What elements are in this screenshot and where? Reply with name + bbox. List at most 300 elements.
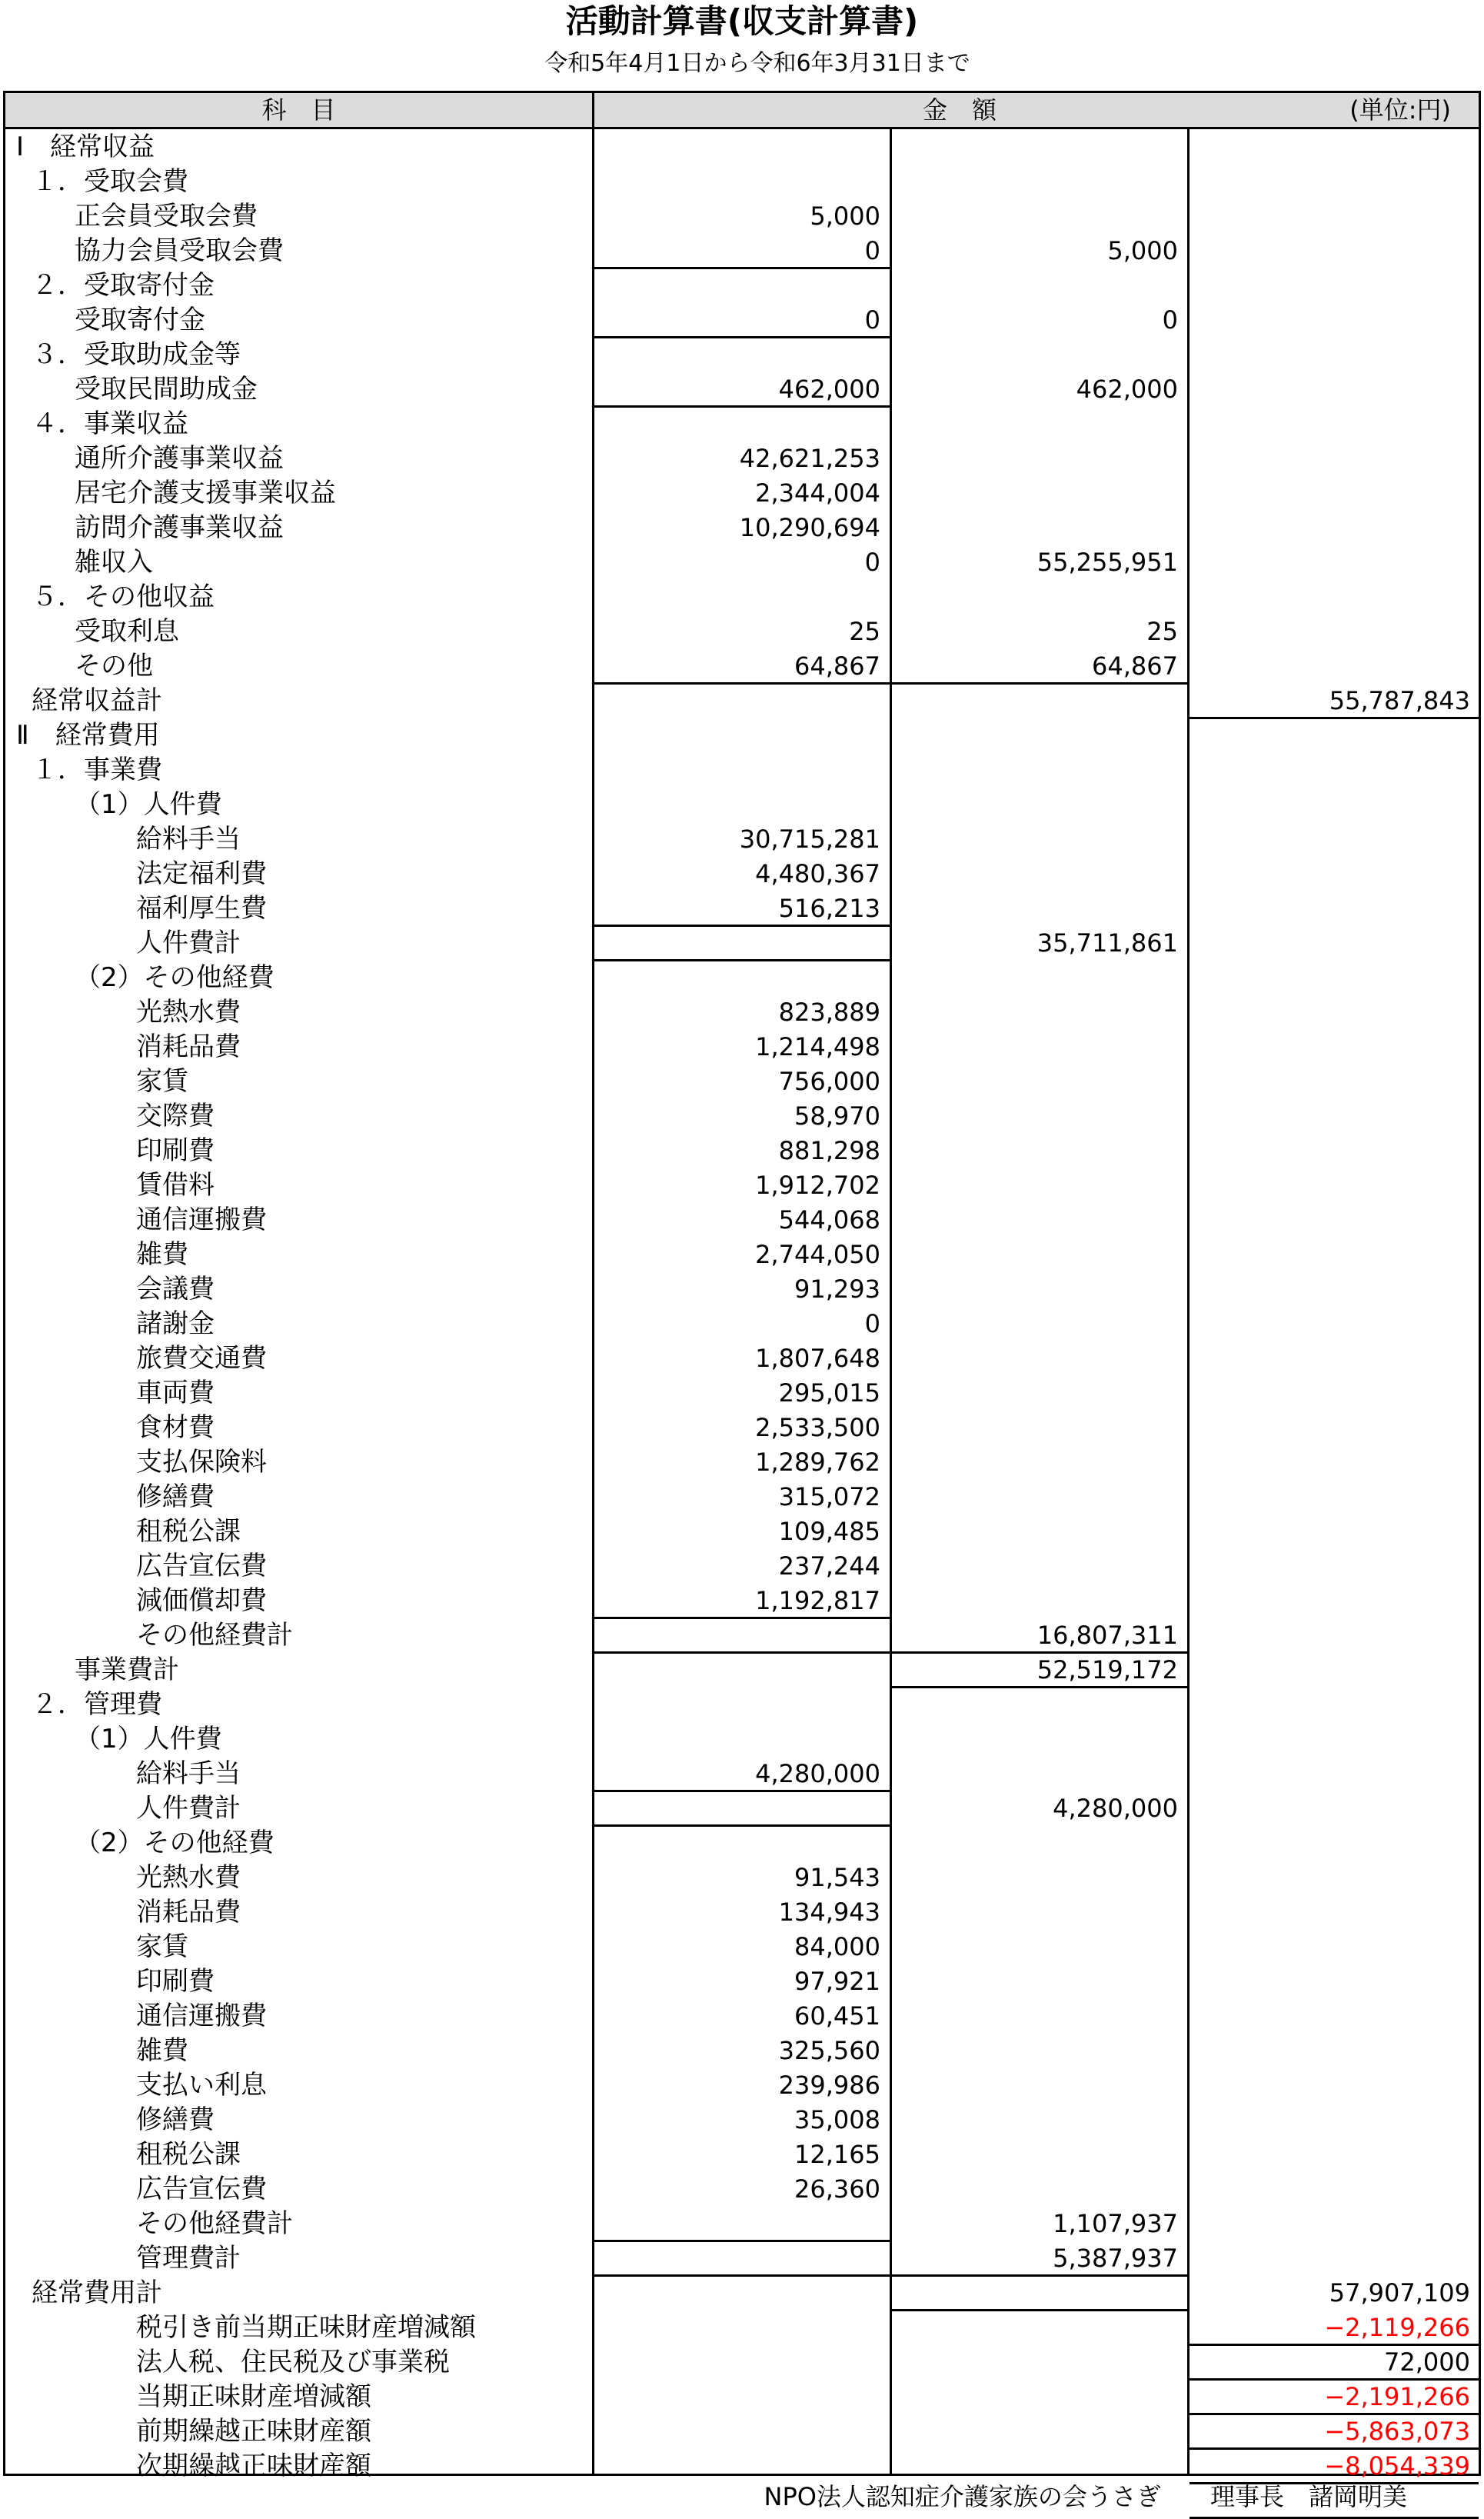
rule-line <box>594 959 890 961</box>
table-row <box>5 1029 1479 1064</box>
amount-cell <box>892 198 1184 233</box>
account-label: 給料手当 <box>136 824 241 855</box>
amount-cell: 5,000 <box>1107 236 1178 265</box>
table-row <box>5 1687 1479 1721</box>
amount-cell: −5,863,073 <box>1324 2417 1470 2446</box>
account-label: 家賃 <box>136 1931 188 1962</box>
table-row <box>5 2379 1479 2414</box>
amount-cell: 881,298 <box>778 1136 880 1165</box>
account-label: その他経費計 <box>136 2208 293 2239</box>
amount-cell <box>594 787 887 821</box>
rule-line <box>594 2240 890 2242</box>
amount-cell: 325,560 <box>778 2036 880 2065</box>
amount-cell <box>1190 268 1476 302</box>
rule-line <box>892 2309 1187 2311</box>
table-row <box>5 1237 1479 1271</box>
amount-cell: 823,889 <box>778 998 880 1027</box>
amount-cell: 544,068 <box>778 1205 880 1235</box>
amount-cell <box>892 1271 1184 1306</box>
amount-cell <box>1190 1064 1476 1098</box>
account-label: 管理費計 <box>136 2243 241 2274</box>
amount-cell: 55,787,843 <box>1329 686 1470 715</box>
table-row <box>5 1410 1479 1444</box>
amount-cell <box>892 510 1184 545</box>
amount-cell <box>1190 2033 1476 2068</box>
table-row <box>5 1064 1479 1098</box>
amount-cell <box>892 1479 1184 1514</box>
amount-cell <box>892 2448 1184 2483</box>
account-label: （1）人件費 <box>75 789 222 820</box>
amount-cell: 239,986 <box>778 2071 880 2100</box>
account-label: 訪問介護事業収益 <box>75 512 284 543</box>
amount-cell <box>892 2310 1184 2344</box>
amount-cell <box>892 1825 1184 1860</box>
amount-cell <box>892 2344 1184 2379</box>
account-label: 光熱水費 <box>136 997 241 1028</box>
amount-cell <box>1190 1271 1476 1306</box>
amount-cell: 55,255,951 <box>1036 548 1178 577</box>
account-label: 居宅介護支援事業収益 <box>75 478 336 508</box>
amount-cell: 64,867 <box>794 651 880 681</box>
amount-cell <box>892 787 1184 821</box>
amount-cell: 1,912,702 <box>755 1171 880 1200</box>
amount-cell <box>1190 925 1476 960</box>
account-label: 雑費 <box>136 1239 188 1270</box>
amount-cell <box>892 821 1184 856</box>
amount-cell: 756,000 <box>778 1067 880 1096</box>
amount-cell: 2,344,004 <box>755 478 880 508</box>
amount-cell <box>892 268 1184 302</box>
header-amount: 金 額 <box>923 95 997 125</box>
table-row <box>5 821 1479 856</box>
table-row <box>5 1860 1479 1894</box>
amount-cell <box>892 2033 1184 2068</box>
account-label: 正会員受取会費 <box>75 201 258 232</box>
amount-cell <box>594 2310 887 2344</box>
amount-cell <box>594 337 887 372</box>
amount-cell <box>594 2448 887 2483</box>
amount-cell: 42,621,253 <box>739 444 880 473</box>
table-row <box>5 2068 1479 2102</box>
amount-cell <box>892 337 1184 372</box>
amount-cell <box>1190 752 1476 787</box>
table-row <box>5 1825 1479 1860</box>
amount-cell <box>594 683 887 718</box>
amount-cell <box>594 2275 887 2310</box>
table-row <box>5 1652 1479 1687</box>
table-row <box>5 891 1479 925</box>
table-row <box>5 2206 1479 2241</box>
amount-cell <box>892 1548 1184 1583</box>
amount-cell <box>1190 1029 1476 1064</box>
amount-cell <box>892 1133 1184 1168</box>
table-row <box>5 925 1479 960</box>
amount-cell: 91,543 <box>794 1863 880 1892</box>
amount-cell <box>594 1618 887 1652</box>
amount-cell <box>892 1929 1184 1964</box>
amount-cell <box>892 475 1184 510</box>
amount-cell: 462,000 <box>778 375 880 404</box>
account-label: 修繕費 <box>136 2104 215 2135</box>
amount-cell: 1,289,762 <box>755 1448 880 1477</box>
amount-cell: 4,280,000 <box>1053 1794 1178 1823</box>
table-row <box>5 1444 1479 1479</box>
amount-cell <box>892 2068 1184 2102</box>
amount-cell <box>1190 1375 1476 1410</box>
table-row <box>5 2310 1479 2344</box>
amount-cell: 462,000 <box>1076 375 1178 404</box>
document-title: 活動計算書(収支計算書) <box>565 2 919 40</box>
amount-cell: 0 <box>864 305 880 335</box>
amount-cell <box>1190 1618 1476 1652</box>
amount-cell <box>1190 1652 1476 1687</box>
amount-cell <box>1190 1756 1476 1791</box>
amount-cell: 72,000 <box>1384 2347 1470 2377</box>
account-label: 受取利息 <box>75 616 179 647</box>
account-label: 給料手当 <box>136 1758 241 1789</box>
amount-cell <box>594 268 887 302</box>
table-row <box>5 1341 1479 1375</box>
table-row <box>5 995 1479 1029</box>
rule-line <box>892 2274 1187 2277</box>
table-row <box>5 233 1479 268</box>
table-row <box>5 1791 1479 1825</box>
table-row <box>5 406 1479 441</box>
account-label: 前期繰越正味財産額 <box>136 2416 371 2447</box>
amount-cell <box>594 925 887 960</box>
amount-cell <box>892 1029 1184 1064</box>
amount-cell <box>1190 2206 1476 2241</box>
table-row <box>5 510 1479 545</box>
amount-cell <box>892 1202 1184 1237</box>
amount-cell: 0 <box>1162 305 1178 335</box>
rule-line <box>1190 2378 1479 2381</box>
rule-line <box>594 1617 890 1619</box>
account-label: 人件費計 <box>136 928 241 958</box>
table-row <box>5 372 1479 406</box>
table-row <box>5 441 1479 475</box>
account-label: （2）その他経費 <box>75 962 275 993</box>
account-label: 当期正味財産増減額 <box>136 2381 371 2412</box>
table-row <box>5 475 1479 510</box>
table-row <box>5 1133 1479 1168</box>
account-label: 雑費 <box>136 2035 188 2066</box>
rule-line <box>594 405 890 408</box>
amount-cell <box>1190 1098 1476 1133</box>
account-label: その他経費計 <box>136 1620 293 1651</box>
rule-line <box>1190 2344 1479 2346</box>
account-label: 光熱水費 <box>136 1862 241 1893</box>
amount-cell <box>594 1825 887 1860</box>
amount-cell: 30,715,281 <box>739 825 880 854</box>
amount-cell <box>892 1341 1184 1375</box>
table-row <box>5 2033 1479 2068</box>
amount-cell <box>594 406 887 441</box>
amount-cell <box>1190 579 1476 614</box>
header-amount-cell <box>592 93 1479 129</box>
rule-line <box>892 1686 1187 1688</box>
amount-cell: 0 <box>864 548 880 577</box>
amount-cell: 2,744,050 <box>755 1240 880 1269</box>
amount-cell <box>1190 129 1476 164</box>
amount-cell: 58,970 <box>794 1101 880 1131</box>
amount-cell <box>892 1306 1184 1341</box>
amount-cell: −2,119,266 <box>1324 2313 1470 2342</box>
signature-line <box>0 2481 1407 2513</box>
account-label: 法人税、住民税及び事業税 <box>136 2347 450 2377</box>
amount-cell <box>594 579 887 614</box>
amount-cell <box>594 2206 887 2241</box>
account-label: 消耗品費 <box>136 1897 241 1928</box>
amount-cell <box>892 2414 1184 2448</box>
account-label: 協力会員受取会費 <box>75 235 284 266</box>
amount-cell: 35,711,861 <box>1036 928 1178 958</box>
amount-cell <box>892 1894 1184 1929</box>
amount-cell <box>892 2379 1184 2414</box>
account-label: 事業費計 <box>75 1654 179 1685</box>
amount-cell: −2,191,266 <box>1324 2382 1470 2411</box>
rule-line <box>1190 2413 1479 2415</box>
amount-cell <box>1190 510 1476 545</box>
table-row <box>5 1514 1479 1548</box>
account-label: 受取寄付金 <box>75 305 205 335</box>
table-row <box>5 1202 1479 1237</box>
amount-cell: 57,907,109 <box>1329 2278 1470 2307</box>
amount-cell: 516,213 <box>778 894 880 923</box>
amount-cell: 2,533,500 <box>755 1413 880 1442</box>
account-label: ２．管理費 <box>32 1689 162 1720</box>
table-row <box>5 579 1479 614</box>
amount-cell <box>892 1860 1184 1894</box>
account-label: （2）その他経費 <box>75 1828 275 1858</box>
account-label: 旅費交通費 <box>136 1343 267 1374</box>
rule-line <box>594 1824 890 1827</box>
account-label: ２．受取寄付金 <box>32 270 215 301</box>
amount-cell <box>1190 1479 1476 1514</box>
amount-cell <box>1190 718 1476 752</box>
amount-cell <box>892 1168 1184 1202</box>
account-label: 通所介護事業収益 <box>75 443 284 474</box>
account-label: Ⅰ 経常収益 <box>16 132 155 162</box>
amount-cell <box>892 1687 1184 1721</box>
amount-cell <box>1190 372 1476 406</box>
rule-line <box>594 2274 890 2277</box>
amount-cell <box>594 129 887 164</box>
account-label: ４．事業収益 <box>32 408 188 439</box>
amount-cell <box>1190 1894 1476 1929</box>
table-row <box>5 302 1479 337</box>
amount-cell <box>892 406 1184 441</box>
account-label: 受取民間助成金 <box>75 374 258 405</box>
account-label: 修繕費 <box>136 1481 215 1512</box>
account-label: 諸謝金 <box>136 1308 215 1339</box>
account-label: ５．その他収益 <box>32 581 215 612</box>
account-label: 通信運搬費 <box>136 1205 267 1235</box>
amount-cell <box>1190 2241 1476 2275</box>
amount-cell <box>1190 1341 1476 1375</box>
rule-line <box>892 1651 1187 1654</box>
amount-cell <box>1190 1410 1476 1444</box>
amount-cell: 12,165 <box>794 2140 880 2169</box>
table-row <box>5 2137 1479 2171</box>
table-row <box>5 1929 1479 1964</box>
amount-cell: 26,360 <box>794 2174 880 2204</box>
amount-cell <box>892 683 1184 718</box>
table-row <box>5 1306 1479 1341</box>
table-row <box>5 1375 1479 1410</box>
table-row <box>5 1271 1479 1306</box>
amount-cell <box>1190 960 1476 995</box>
table-row <box>5 1479 1479 1514</box>
header-subject: 科 目 <box>261 95 336 125</box>
amount-cell <box>1190 1583 1476 1618</box>
table-row <box>5 1756 1479 1791</box>
account-label: 賃借料 <box>136 1170 215 1201</box>
table-row <box>5 2102 1479 2137</box>
amount-cell: 1,807,648 <box>755 1344 880 1373</box>
amount-cell <box>1190 1168 1476 1202</box>
amount-cell <box>892 1237 1184 1271</box>
header-unit: (単位:円) <box>1349 95 1451 125</box>
table-row <box>5 2344 1479 2379</box>
amount-cell <box>892 1064 1184 1098</box>
amount-cell <box>892 1583 1184 1618</box>
amount-cell <box>594 1721 887 1756</box>
amount-cell <box>594 164 887 198</box>
amount-cell <box>594 2379 887 2414</box>
account-label: 印刷費 <box>136 1135 215 1166</box>
amount-cell <box>1190 2068 1476 2102</box>
rule-line <box>594 682 890 685</box>
amount-cell: 1,214,498 <box>755 1032 880 1061</box>
table-row <box>5 752 1479 787</box>
rule-line <box>1190 2447 1479 2450</box>
amount-cell <box>892 1514 1184 1548</box>
amount-cell: 1,107,937 <box>1053 2209 1178 2238</box>
account-label: 通信運搬費 <box>136 2001 267 2031</box>
account-label: 支払保険料 <box>136 1447 267 1478</box>
table-row <box>5 268 1479 302</box>
amount-cell: 16,807,311 <box>1036 1621 1178 1650</box>
account-label: 租税公課 <box>136 1516 241 1547</box>
amount-cell <box>1190 1687 1476 1721</box>
account-label: 家賃 <box>136 1066 188 1097</box>
amount-cell <box>1190 1860 1476 1894</box>
header-subject-cell <box>5 93 592 129</box>
account-label: 租税公課 <box>136 2139 241 2170</box>
amount-cell <box>892 1998 1184 2033</box>
rule-line <box>594 1790 890 1792</box>
amount-cell: 52,519,172 <box>1036 1655 1178 1684</box>
amount-cell <box>1190 302 1476 337</box>
table-row <box>5 683 1479 718</box>
amount-cell <box>594 960 887 995</box>
amount-cell: 25 <box>849 617 880 646</box>
table-row <box>5 129 1479 164</box>
amount-cell <box>1190 441 1476 475</box>
table-row <box>5 2448 1479 2483</box>
table-row <box>5 2241 1479 2275</box>
amount-cell <box>1190 891 1476 925</box>
amount-cell <box>892 441 1184 475</box>
amount-cell <box>594 2344 887 2379</box>
amount-cell <box>594 752 887 787</box>
amount-cell: 60,451 <box>794 2001 880 2031</box>
amount-cell: 5,387,937 <box>1053 2244 1178 2273</box>
amount-cell <box>1190 337 1476 372</box>
account-label: 支払い利息 <box>136 2070 267 2101</box>
table-row <box>5 1548 1479 1583</box>
amount-cell <box>892 1410 1184 1444</box>
account-label: １．事業費 <box>32 755 162 785</box>
table-row <box>5 1168 1479 1202</box>
amount-cell <box>594 2414 887 2448</box>
account-label: 法定福利費 <box>136 858 267 889</box>
rule-line <box>594 1651 890 1654</box>
amount-cell <box>1190 2102 1476 2137</box>
amount-cell <box>594 2241 887 2275</box>
amount-cell: 25 <box>1146 617 1178 646</box>
fiscal-period: 令和5年4月1日から令和6年3月31日まで <box>544 50 970 77</box>
amount-cell <box>1190 1721 1476 1756</box>
amount-cell <box>1190 198 1476 233</box>
account-label: 雑収入 <box>75 547 153 578</box>
amount-cell <box>892 960 1184 995</box>
amount-cell <box>892 1756 1184 1791</box>
amount-cell <box>1190 2137 1476 2171</box>
amount-cell <box>892 1098 1184 1133</box>
amount-cell: 295,015 <box>778 1378 880 1408</box>
table-row <box>5 1618 1479 1652</box>
amount-cell <box>892 718 1184 752</box>
signer-role: 理事長 <box>1209 2482 1284 2511</box>
amount-cell: 1,192,817 <box>755 1586 880 1615</box>
table-row <box>5 1098 1479 1133</box>
amount-cell <box>892 579 1184 614</box>
amount-cell <box>1190 1548 1476 1583</box>
amount-cell <box>1190 1791 1476 1825</box>
amount-cell: 10,290,694 <box>739 513 880 542</box>
amount-cell <box>892 1721 1184 1756</box>
amount-cell <box>1190 1133 1476 1168</box>
amount-cell <box>892 2171 1184 2206</box>
amount-cell <box>1190 1514 1476 1548</box>
table-row <box>5 545 1479 579</box>
amount-cell <box>892 164 1184 198</box>
amount-cell: 4,280,000 <box>755 1759 880 1788</box>
rule-line <box>594 267 890 269</box>
amount-cell: 97,921 <box>794 1967 880 1996</box>
amount-cell <box>1190 233 1476 268</box>
amount-cell: −8,054,339 <box>1324 2451 1470 2481</box>
amount-cell <box>892 752 1184 787</box>
amount-cell <box>594 718 887 752</box>
account-label: 交際費 <box>136 1101 215 1131</box>
amount-cell <box>1190 1929 1476 1964</box>
amount-cell <box>892 856 1184 891</box>
table-row <box>5 337 1479 372</box>
account-label: （1）人件費 <box>75 1724 222 1754</box>
amount-cell <box>1190 1237 1476 1271</box>
account-label: 会議費 <box>136 1274 215 1304</box>
account-label: 広告宣伝費 <box>136 2174 267 2204</box>
account-label: 次期繰越正味財産額 <box>136 2451 371 2481</box>
amount-cell <box>594 1687 887 1721</box>
rule-line <box>594 925 890 927</box>
amount-cell: 64,867 <box>1092 651 1178 681</box>
amount-cell <box>1190 614 1476 648</box>
amount-cell <box>892 2137 1184 2171</box>
